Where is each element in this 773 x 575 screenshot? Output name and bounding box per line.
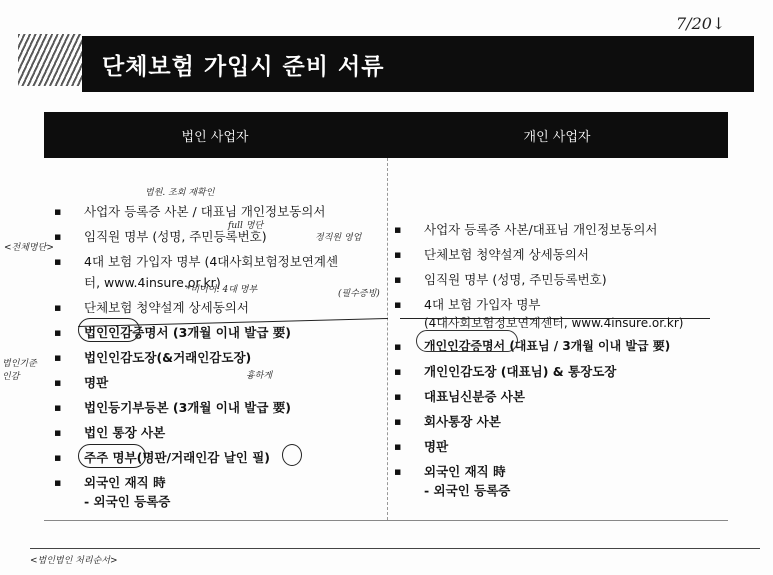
list-item-continuation: - 외국인 등록증 <box>84 494 171 509</box>
list-item-continuation: 터, www.4insure.or.kr) <box>84 275 221 290</box>
list-item: ▪ 4대 보험 가입자 명부 (4대사회보험정보연계센 <box>52 254 382 269</box>
page-title: 단체보험 가입시 준비 서류 <box>102 53 385 80</box>
list-item-continuation: (4대사회보험정보연계센터, www.4insure.or.kr) <box>424 316 684 330</box>
individual-list <box>392 222 727 498</box>
list-item-continuation: - 외국인 등록증 <box>424 483 511 498</box>
list-item: ▪ 4대 보험 가입자 명부 <box>392 297 727 312</box>
list-item: ▪ 법인 통장 사본 <box>52 425 382 440</box>
list-item: ▪ 임직원 명부 (성명, 주민등록번호) <box>392 272 727 287</box>
list-item: ▪ 개인인감도장 (대표님) & 통장도장 <box>392 364 727 379</box>
list-item: ▪ 외국인 재직 時 <box>52 475 382 490</box>
handwritten-circle <box>78 318 140 342</box>
handwritten-note: 흉하게 <box>246 371 273 381</box>
list-item: ▪ 회사통장 사본 <box>392 414 727 429</box>
table-bottom-border <box>44 520 728 521</box>
handwritten-strike-line <box>400 318 710 319</box>
handwritten-note: (필수증빙) <box>338 289 380 299</box>
title-hatch-decoration <box>18 34 82 86</box>
list-item: ▪ 외국인 재직 時 <box>392 464 727 479</box>
table-header <box>44 112 728 158</box>
list-item: ▪ 명판 <box>392 439 727 454</box>
handwritten-circle <box>78 444 146 468</box>
handwritten-note: 정직원 영업 <box>315 233 362 243</box>
list-item: ▪ 개인인감증명서 (대표님 / 3개월 이내 발급 要) <box>392 339 727 354</box>
handwritten-circle <box>282 444 302 466</box>
handwritten-note: 법원. 조회 재확인 <box>145 188 215 198</box>
handwritten-note: full 명단 <box>228 221 264 231</box>
list-item: ▪ 주주 명부(명판/거래인감 날인 필) <box>52 450 382 465</box>
list-item: ▪ 법인등기부등본 (3개월 이내 발급 要) <box>52 400 382 415</box>
list-item: ▪ 명판 <box>52 375 382 390</box>
title-bar <box>82 36 754 92</box>
handwritten-underline <box>30 548 760 549</box>
handwritten-note: 법인기준 인감 <box>2 359 37 382</box>
handwritten-note: *비어여: 4대 명부 <box>186 285 258 295</box>
handwritten-note: <법인법인 처리순서> <box>30 556 118 566</box>
list-item: ▪ 법인인감증명서 (3개월 이내 발급 要) <box>52 325 382 340</box>
list-item: ▪ 대표님신분증 사본 <box>392 389 727 404</box>
list-item: ▪ 단체보험 청약설계 상세동의서 <box>52 300 382 315</box>
header-individual: 개인 사업자 <box>523 129 591 145</box>
handwritten-date-note: 7/20↓ <box>676 14 726 33</box>
column-divider <box>387 158 388 520</box>
list-item: ▪ 임직원 명부 (성명, 주민등록번호) <box>52 229 382 244</box>
handwritten-circle <box>416 330 518 352</box>
list-item: ▪ 단체보험 청약설계 상세동의서 <box>392 247 727 262</box>
list-item: ▪ 사업자 등록증 사본 / 대표님 개인정보동의서 <box>52 204 382 219</box>
list-item: ▪ 사업자 등록증 사본/대표님 개인정보동의서 <box>392 222 727 237</box>
handwritten-note: <전체명단> <box>4 243 54 253</box>
list-item: ▪ 법인인감도장(&거래인감도장) <box>52 350 382 365</box>
header-corporate: 법인 사업자 <box>181 129 249 145</box>
